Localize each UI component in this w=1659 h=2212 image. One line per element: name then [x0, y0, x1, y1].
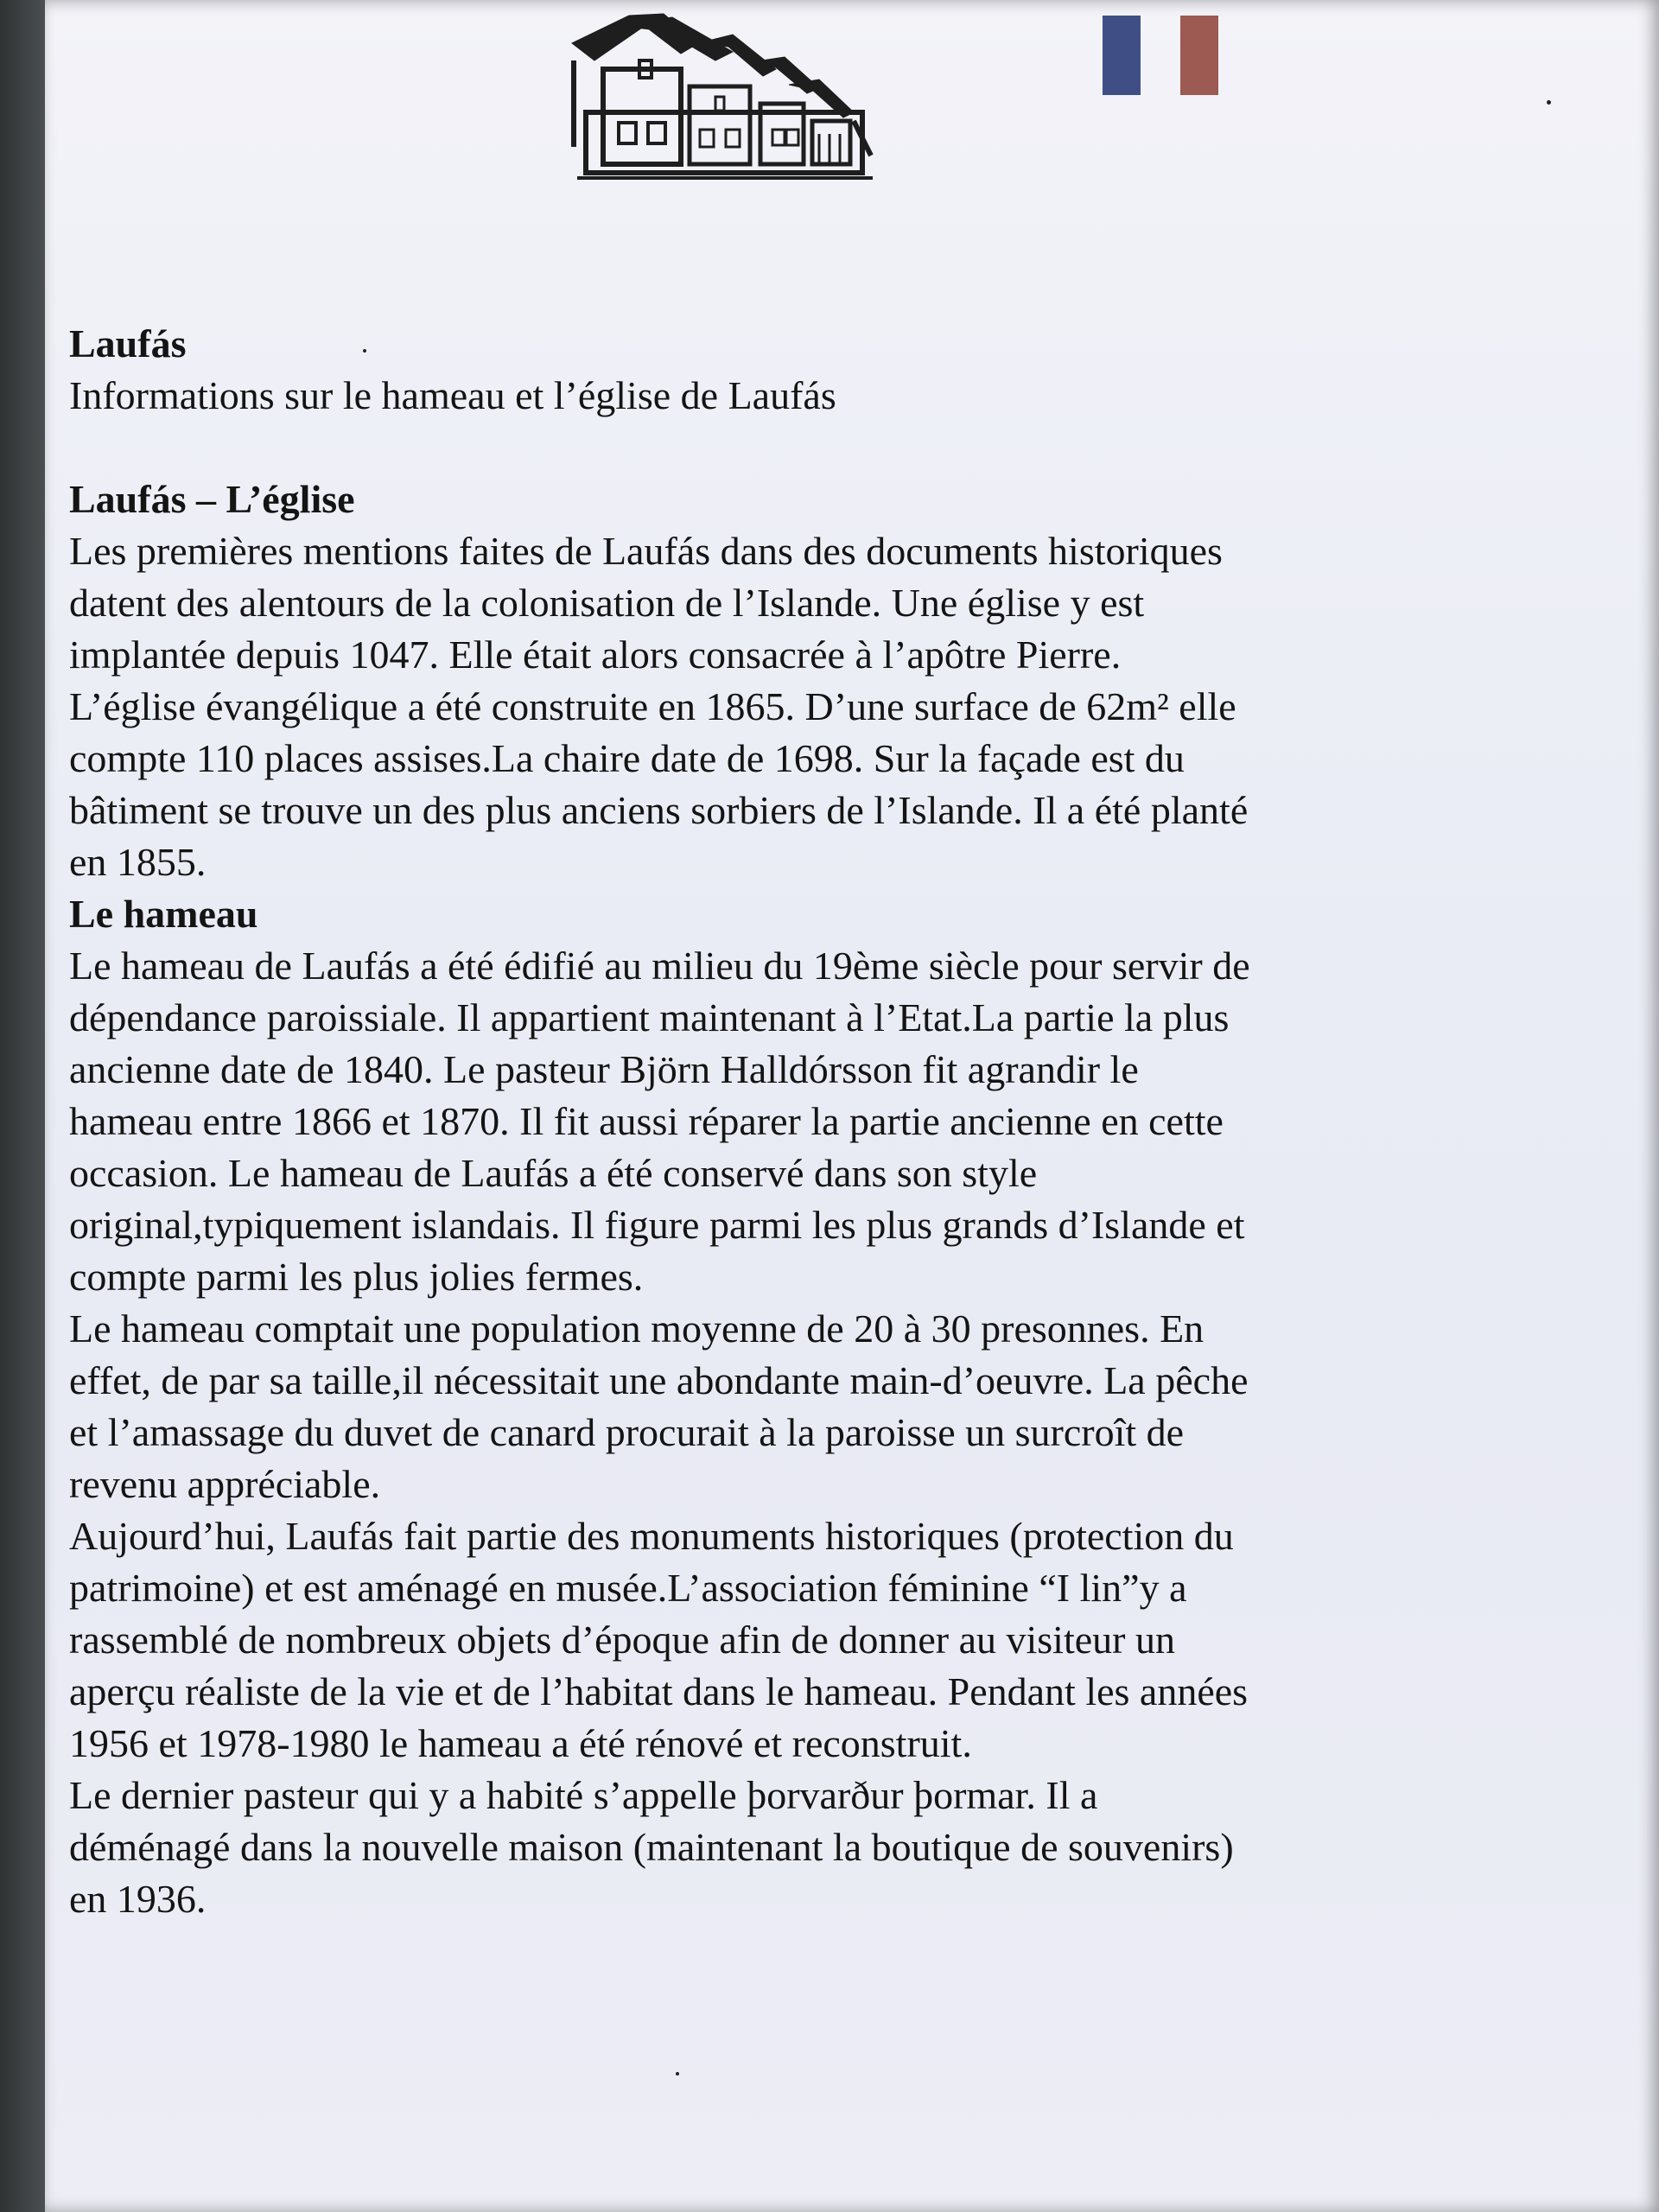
text-line: original,typiquement islandais. Il figure parmi les plus grands d’Islande et [69, 1203, 1245, 1247]
text-line: 1956 et 1978-1980 le hameau a été rénové et reconstruit. [69, 1721, 972, 1765]
flag-stripe-blue [1103, 16, 1141, 95]
flag-stripe-red [1180, 16, 1218, 95]
text-line: occasion. Le hameau de Laufás a été conservé dans son style [69, 1151, 1038, 1195]
text-line: effet, de par sa taille,il nécessitait une abondante main-d’oeuvre. La pêche [69, 1358, 1249, 1402]
text-line: Aujourd’hui, Laufás fait partie des monuments historiques (protection du [69, 1514, 1234, 1558]
text-line: Le hameau de Laufás a été édifié au milieu du 19ème siècle pour servir de [69, 944, 1250, 988]
spacer [69, 422, 1538, 474]
text-line: bâtiment se trouve un des plus anciens sorbiers de l’Islande. Il a été planté [69, 788, 1249, 832]
text-line: revenu appréciable. [69, 1462, 381, 1506]
text-line: datent des alentours de la colonisation de l’Islande. Une église y est [69, 581, 1145, 625]
hamlet-paragraph [69, 940, 1538, 1925]
speck [1547, 100, 1551, 105]
text-line: Les premières mentions faites de Laufás dans des documents historiques [69, 529, 1223, 573]
text-line: ancienne date de 1840. Le pasteur Björn Halldórsson fit agrandir le [69, 1047, 1139, 1091]
document-title: Laufás [69, 321, 187, 365]
text-line: et l’amassage du duvet de canard procurait à la paroisse un surcroît de [69, 1410, 1185, 1454]
text-line: dépendance paroissiale. Il appartient maintenant à l’Etat.La partie la plus [69, 995, 1230, 1039]
section-heading-hamlet: Le hameau [69, 892, 258, 936]
text-line: déménagé dans la nouvelle maison (maintenant la boutique de souvenirs) [69, 1825, 1234, 1869]
text-line: hameau entre 1866 et 1870. Il fit aussi réparer la partie ancienne en cette [69, 1099, 1224, 1143]
text-line: L’église évangélique a été construite en 1865. D’une surface de 62m² elle [69, 684, 1236, 728]
document-body [69, 318, 1538, 1925]
church-paragraph [69, 525, 1538, 888]
section-heading-church: Laufás – L’église [69, 477, 355, 521]
text-line: aperçu réaliste de la vie et de l’habitat dans le hameau. Pendant les années [69, 1669, 1249, 1713]
turf-farmhouse-logo-icon [569, 9, 881, 181]
text-line: compte 110 places assises.La chaire date de 1698. Sur la façade est du [69, 736, 1185, 780]
text-line: Le hameau comptait une population moyenne de 20 à 30 presonnes. En [69, 1306, 1205, 1351]
document-subtitle: Informations sur le hameau et l’église de Laufás [69, 373, 836, 417]
text-line: compte parmi les plus jolies fermes. [69, 1255, 644, 1299]
text-line: Le dernier pasteur qui y a habité s’appelle þorvarður þormar. Il a [69, 1773, 1098, 1817]
text-line: en 1936. [69, 1877, 207, 1921]
text-line: rassemblé de nombreux objets d’époque afin de donner au visiteur un [69, 1618, 1175, 1662]
text-line: implantée depuis 1047. Elle était alors consacrée à l’apôtre Pierre. [69, 632, 1122, 677]
text-line: en 1855. [69, 840, 207, 884]
text-line: patrimoine) et est aménagé en musée.L’association féminine “I lin”y a [69, 1566, 1187, 1610]
speck [676, 2072, 679, 2075]
